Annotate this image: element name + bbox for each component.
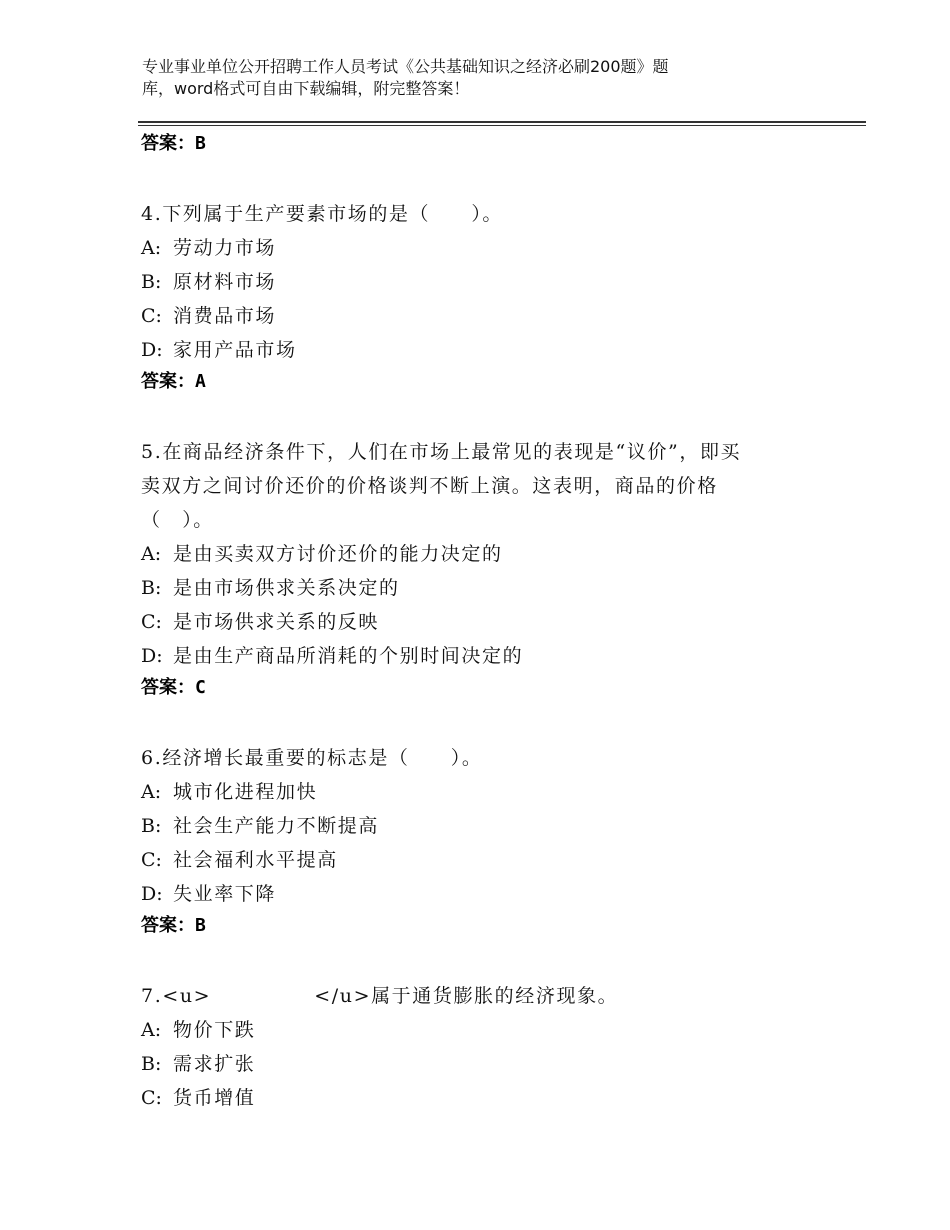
answer-label: 答案： (141, 133, 195, 154)
answer-label: 答案： (141, 371, 195, 392)
option-key: B: (141, 577, 162, 599)
option-key: A: (141, 1019, 162, 1041)
option-text: 家用产品市场 (173, 339, 297, 361)
spacer (141, 397, 841, 435)
option-c (141, 843, 841, 877)
option-key: D: (141, 645, 163, 667)
answer-value: B (195, 915, 206, 936)
option-d (141, 877, 841, 911)
option-c (141, 1081, 841, 1115)
answer-label: 答案： (141, 915, 195, 936)
option-key: B: (141, 815, 162, 837)
answer-value: C (195, 677, 206, 698)
answer-line (141, 367, 841, 397)
option-text: 失业率下降 (173, 883, 277, 905)
spacer (141, 159, 841, 197)
answer-line (141, 129, 841, 159)
question-stem: 4.下列属于生产要素市场的是（ ）。 (141, 203, 504, 225)
option-text: 是市场供求关系的反映 (173, 611, 380, 633)
question-stem-line-1: 5.在商品经济条件下，人们在市场上最常见的表现是“议价”，即买 (141, 441, 742, 463)
option-text: 是由买卖双方讨价还价的能力决定的 (173, 543, 503, 565)
option-key: C: (141, 849, 162, 871)
question-7 (141, 979, 841, 1115)
option-key: B: (141, 271, 162, 293)
answer-line (141, 673, 841, 703)
question-stem: 6.经济增长最重要的标志是（ ）。 (141, 747, 483, 769)
option-text: 劳动力市场 (173, 237, 277, 259)
spacer (141, 941, 841, 979)
option-text: 社会福利水平提高 (173, 849, 338, 871)
option-text: 是由市场供求关系决定的 (173, 577, 400, 599)
option-key: D: (141, 339, 163, 361)
header-divider-thick (138, 121, 866, 123)
header-line-1: 专业事业单位公开招聘工作人员考试《公共基础知识之经济必刷200题》题 (142, 57, 669, 76)
option-text: 货币增值 (173, 1087, 256, 1109)
option-a (141, 775, 841, 809)
question-list (141, 129, 841, 1115)
option-text: 是由生产商品所消耗的个别时间决定的 (173, 645, 524, 667)
option-b (141, 571, 841, 605)
option-key: A: (141, 543, 162, 565)
header-line-2: 库，word格式可自由下载编辑，附完整答案！ (142, 79, 470, 98)
option-key: C: (141, 305, 162, 327)
option-key: C: (141, 1087, 162, 1109)
option-c (141, 299, 841, 333)
question-stem-line-3: （ ）。 (141, 509, 214, 531)
option-b (141, 265, 841, 299)
question-6 (141, 741, 841, 941)
option-d (141, 333, 841, 367)
question-5 (141, 435, 841, 703)
answer-label: 答案： (141, 677, 195, 698)
option-a (141, 537, 841, 571)
option-b (141, 809, 841, 843)
answer-value: B (195, 133, 206, 154)
option-text: 城市化进程加快 (173, 781, 318, 803)
spacer (141, 703, 841, 741)
option-key: C: (141, 611, 162, 633)
option-d (141, 639, 841, 673)
document-header (142, 56, 782, 100)
option-text: 需求扩张 (173, 1053, 256, 1075)
option-a (141, 231, 841, 265)
option-text: 物价下跌 (173, 1019, 256, 1041)
option-text: 社会生产能力不断提高 (173, 815, 380, 837)
question-4 (141, 197, 841, 397)
option-key: A: (141, 781, 162, 803)
option-key: D: (141, 883, 163, 905)
option-text: 消费品市场 (173, 305, 277, 327)
question-stem-line-2: 卖双方之间讨价还价的价格谈判不断上演。这表明，商品的价格 (141, 475, 718, 497)
option-text: 原材料市场 (173, 271, 277, 293)
answer-value: A (195, 371, 206, 392)
answer-line (141, 911, 841, 941)
header-divider-thin (138, 125, 866, 126)
question-stem: 7.<u> </u>属于通货膨胀的经济现象。 (141, 985, 619, 1007)
option-key: A: (141, 237, 162, 259)
option-c (141, 605, 841, 639)
option-b (141, 1047, 841, 1081)
option-key: B: (141, 1053, 162, 1075)
option-a (141, 1013, 841, 1047)
